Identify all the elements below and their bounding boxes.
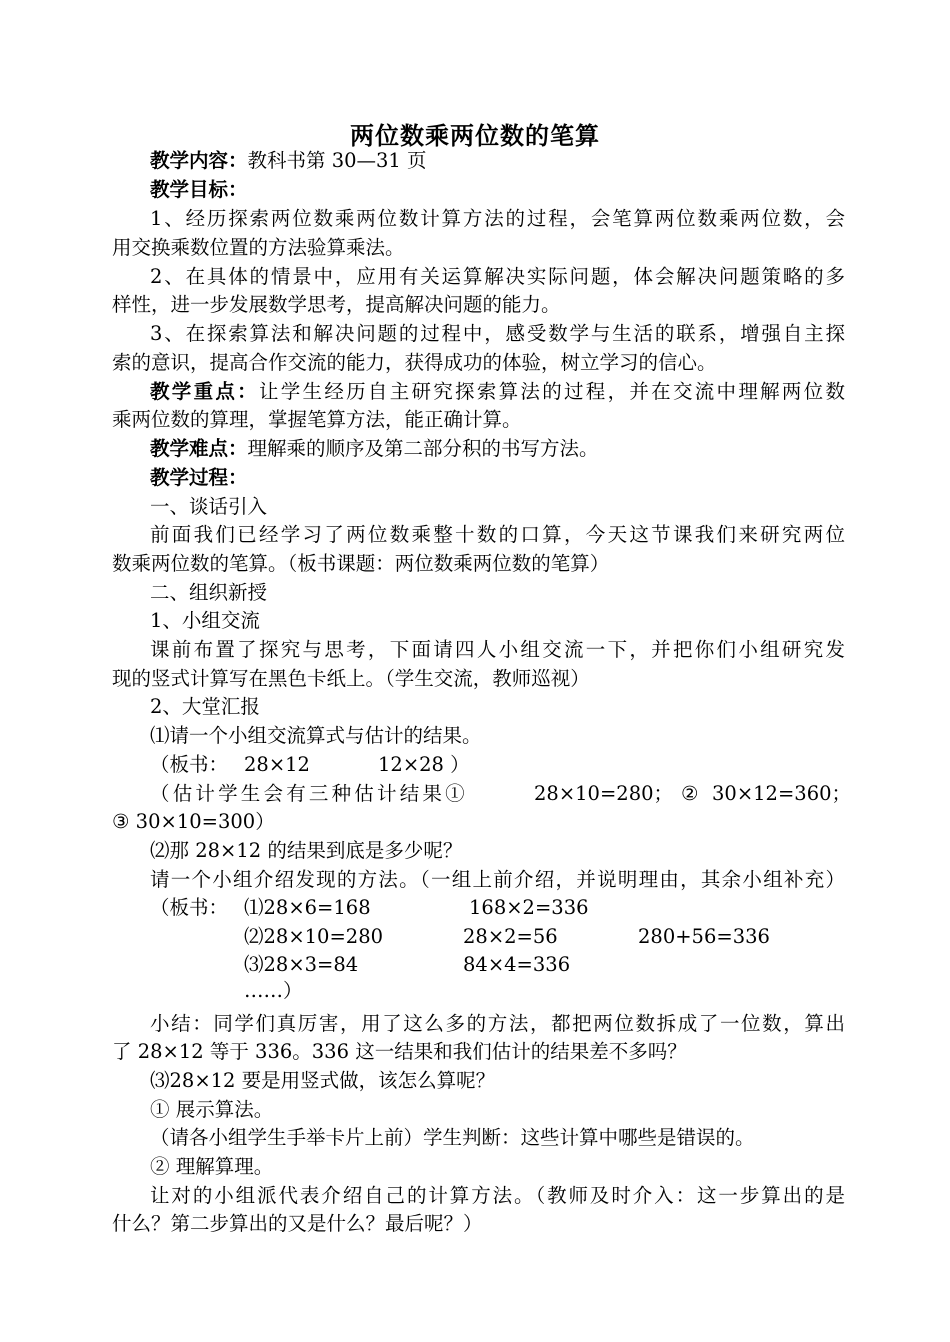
board-1-expr-b: 12×28 ）	[378, 753, 470, 776]
content-text: 教科书第 30—31 页	[247, 149, 427, 172]
estimate-line-1d: 30×12=360；	[712, 782, 852, 805]
question-2-detail: 请一个小组介绍发现的方法。（一组上前介绍，并说明理由，其余小组补充）	[150, 868, 845, 891]
board-1-expr-a: 28×12	[244, 753, 310, 776]
method-2b: 28×2=56	[463, 925, 558, 948]
content-line	[150, 147, 427, 175]
summary-line-1: 小结：同学们真厉害，用了这么多的方法，都把两位数拆成了一位数，算出	[150, 1012, 845, 1035]
board-1-label: （板书：	[150, 753, 229, 776]
content-label: 教学内容：	[150, 149, 248, 172]
goal-3-line-2: 索的意识，提高合作交流的能力，获得成功的体验，树立学习的信心。	[112, 351, 717, 374]
section-1-line-1: 前面我们已经学习了两位数乘整十数的口算，今天这节课我们来研究两位	[150, 523, 845, 546]
goal-2-line-2: 样性，进一步发展数学思考，提高解决问题的能力。	[112, 293, 561, 316]
step-1-heading: ① 展示算法。	[150, 1098, 274, 1121]
question-3: ⑶28×12 要是用竖式做，该怎么算呢？	[150, 1069, 496, 1092]
step-1-detail: （请各小组学生手举卡片上前）学生判断：这些计算中哪些是错误的。	[150, 1126, 755, 1149]
key-point-label: 教学重点：	[150, 380, 259, 403]
method-1a: ⑴28×6=168	[244, 896, 371, 919]
estimate-line-1c: ②	[681, 782, 699, 805]
subsection-1-line-1: 课前布置了探究与思考，下面请四人小组交流一下，并把你们小组研究发	[150, 638, 845, 661]
section-1-line-2: 数乘两位数的笔算。（板书课题：两位数乘两位数的笔算）	[112, 552, 610, 575]
goal-1-line-1: 1、经历探索两位数乘两位数计算方法的过程，会笔算两位数乘两位数，会	[150, 207, 845, 230]
key-point-line-1: 教学重点：让学生经历自主研究探索算法的过程，并在交流中理解两位数	[150, 380, 845, 403]
estimate-line-1b: 28×10=280；	[534, 782, 674, 805]
estimate-line-2: ③ 30×10=300）	[112, 810, 275, 833]
goal-1-line-2: 用交换乘数位置的方法验算乘法。	[112, 236, 405, 259]
process-label: 教学过程：	[150, 466, 248, 489]
section-1-heading: 一、谈话引入	[150, 495, 268, 518]
step-2-line-2: 什么？第二步算出的又是什么？最后呢？）	[112, 1212, 483, 1235]
subsection-2-heading: 2、大堂汇报	[150, 695, 260, 718]
board-2-label: （板书：	[150, 896, 229, 919]
summary-line-2: 了 28×12 等于 336。336 这一结果和我们估计的结果差不多吗？	[112, 1040, 687, 1063]
step-2-heading: ② 理解算理。	[150, 1155, 274, 1178]
section-2-heading: 二、组织新授	[150, 581, 268, 604]
step-2-line-1: 让对的小组派代表介绍自己的计算方法。（教师及时介入：这一步算出的是	[150, 1184, 845, 1207]
estimate-line-1a: （估计学生会有三种估计结果①	[150, 782, 468, 805]
goals-label: 教学目标：	[150, 178, 248, 201]
document-title: 两位数乘两位数的笔算	[350, 122, 600, 150]
goal-2-line-1: 2、在具体的情景中，应用有关运算解决实际问题，体会解决问题策略的多	[150, 265, 845, 288]
method-3a: ⑶28×3=84	[244, 953, 359, 976]
subsection-1-heading: 1、小组交流	[150, 609, 260, 632]
difficulty-line: 教学难点：理解乘的顺序及第二部分积的书写方法。	[150, 437, 599, 460]
key-point-line-2: 乘两位数的算理，掌握笔算方法，能正确计算。	[112, 408, 522, 431]
method-2c: 280+56=336	[638, 925, 770, 948]
goal-3-line-1: 3、在探索算法和解决问题的过程中，感受数学与生活的联系，增强自主探	[150, 322, 845, 345]
method-1b: 168×2=336	[469, 896, 589, 919]
method-3b: 84×4=336	[463, 953, 571, 976]
question-1: ⑴请一个小组交流算式与估计的结果。	[150, 724, 482, 747]
question-2: ⑵那 28×12 的结果到底是多少呢？	[150, 839, 463, 862]
difficulty-label: 教学难点：	[150, 437, 248, 460]
method-2a: ⑵28×10=280	[244, 925, 384, 948]
method-etc: ……）	[244, 979, 303, 1002]
subsection-1-line-2: 现的竖式计算写在黑色卡纸上。（学生交流，教师巡视）	[112, 667, 590, 690]
